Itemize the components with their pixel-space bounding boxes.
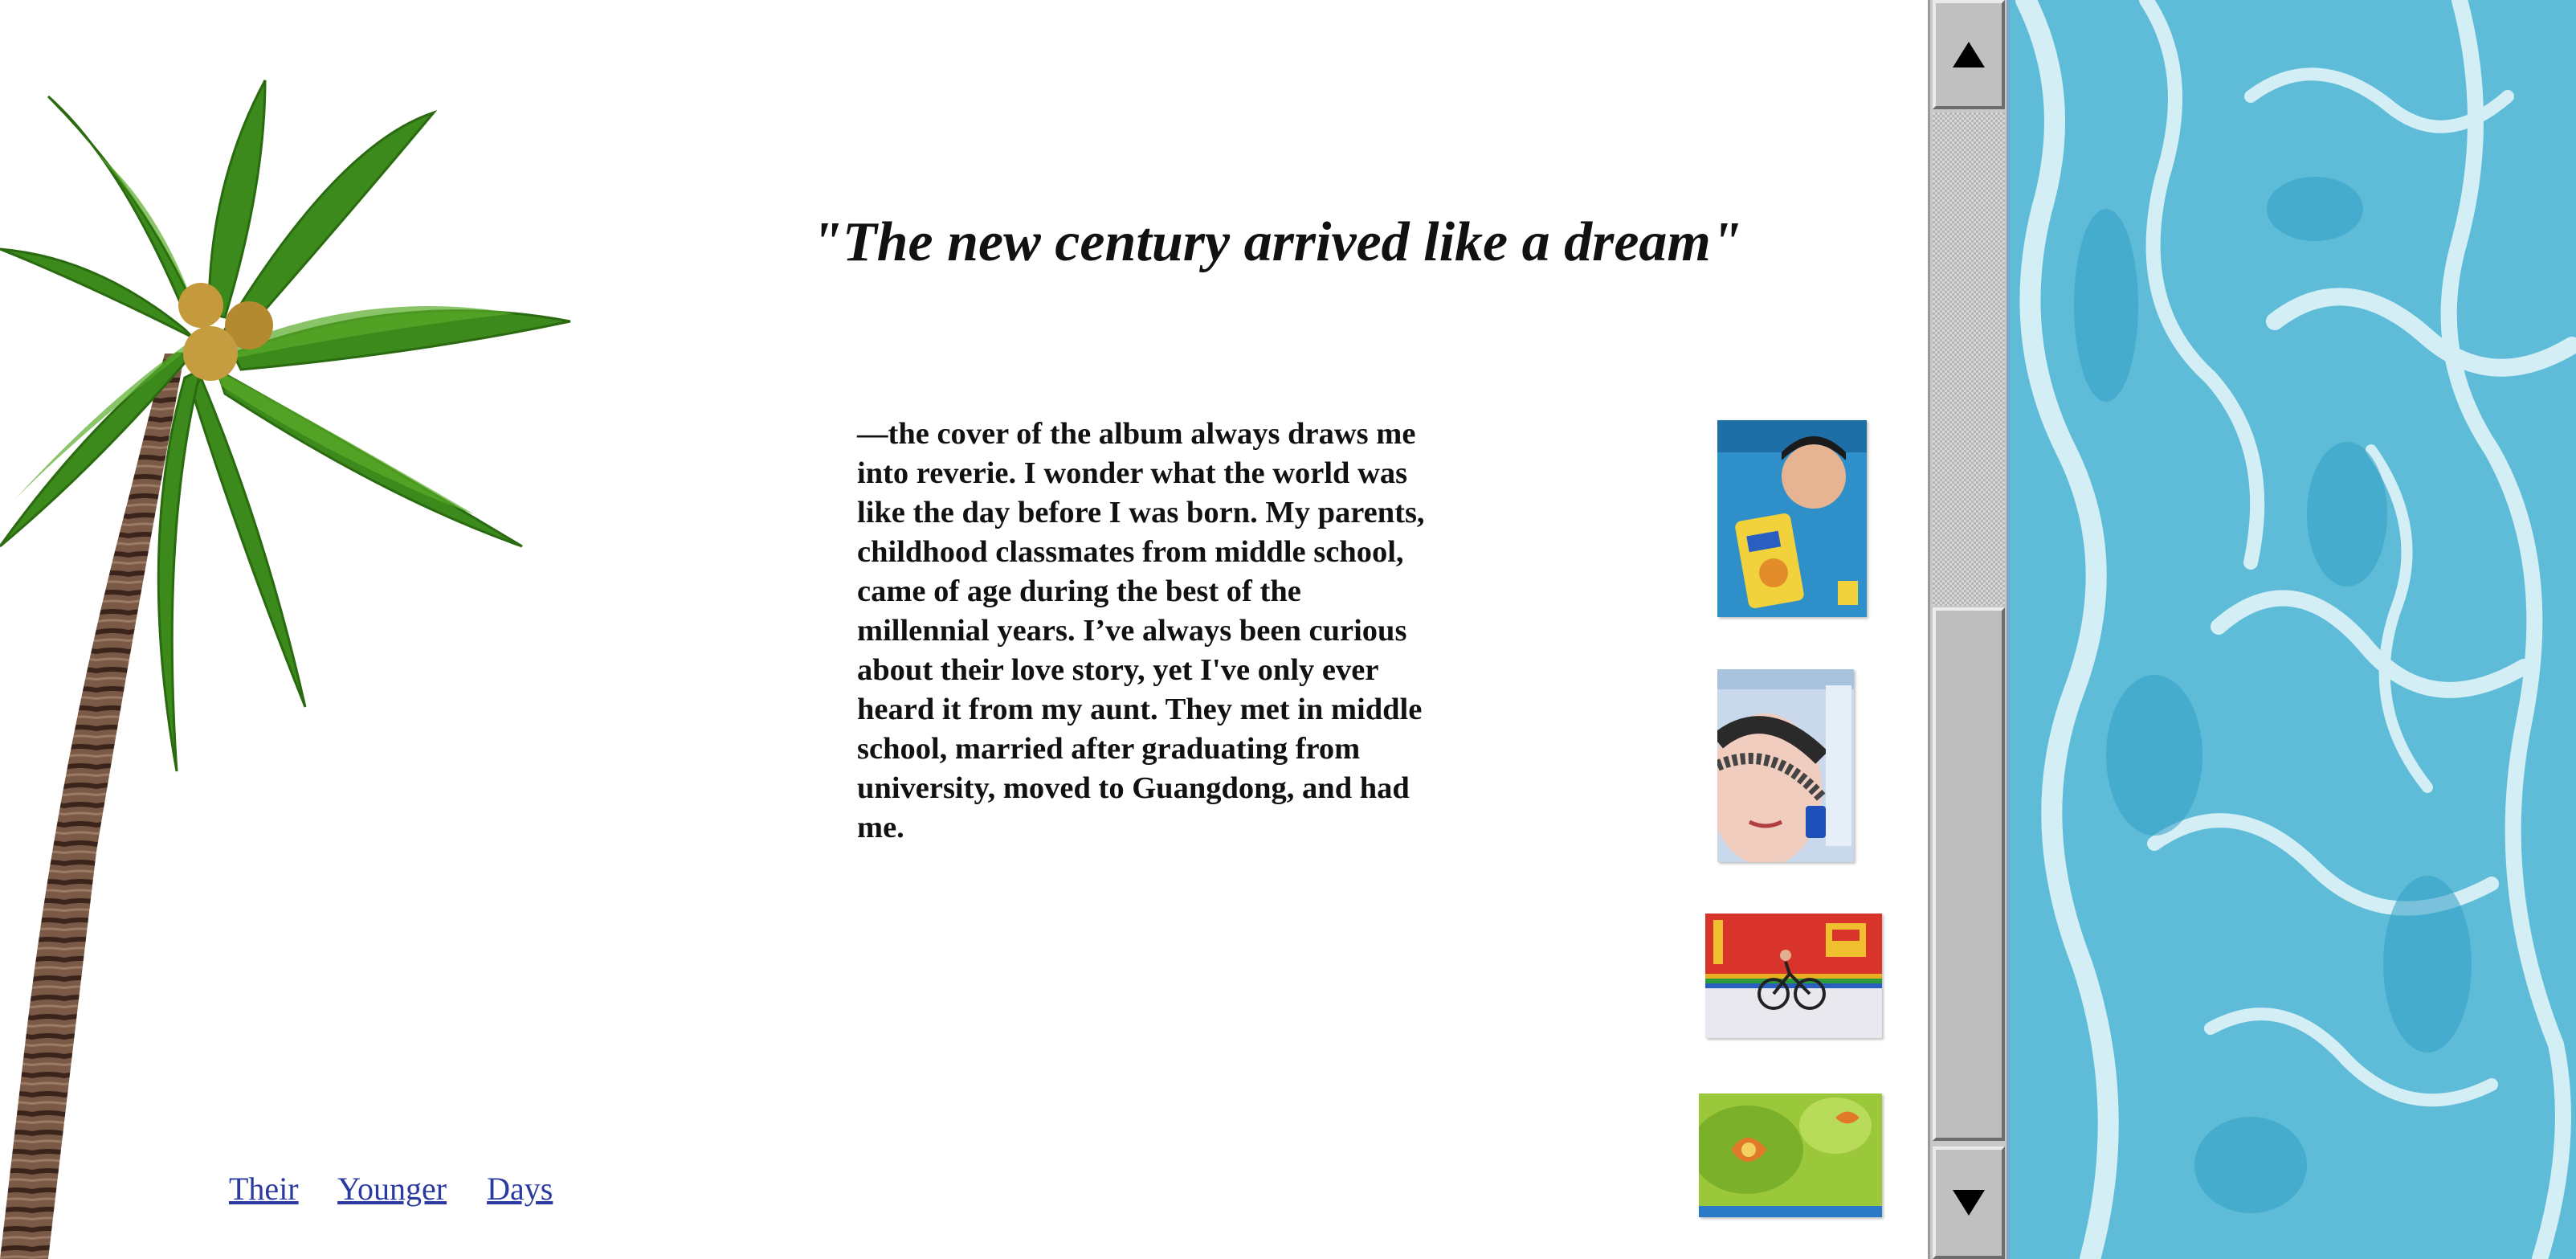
nav-link-younger[interactable]: Younger [337, 1171, 447, 1207]
nav-link-days[interactable]: Days [487, 1171, 553, 1207]
nav-link-their[interactable]: Their [229, 1171, 299, 1207]
footer-nav [229, 1170, 585, 1208]
album-cover-1[interactable] [1717, 420, 1867, 617]
album-cover-2[interactable] [1717, 669, 1854, 862]
vertical-scrollbar[interactable] [1928, 0, 2007, 1259]
scroll-up-button[interactable] [1933, 0, 2005, 109]
scroll-down-button[interactable] [1933, 1147, 2005, 1259]
palm-tree-illustration [0, 48, 578, 1259]
triangle-down-icon [1951, 1188, 1986, 1217]
triangle-up-icon [1951, 40, 1986, 69]
body-paragraph: —the cover of the album always draws me into reverie. I wonder what the world was like the day before I was born. My parents, childhood classmates from middle school, came of age during the best of the millennial years. I’ve always been curious about their love story, yet I've only ever heard it from my aunt. They met in middle school, married after graduating from university, moved to Guangdong, and had me. [857, 417, 1425, 844]
album-cover-4[interactable] [1699, 1093, 1882, 1217]
album-cover-3[interactable] [1705, 914, 1882, 1038]
scroll-track[interactable] [1933, 112, 2005, 606]
scroll-thumb[interactable] [1933, 607, 2005, 1141]
water-background-panel [2007, 0, 2576, 1259]
page-title: "The new century arrived like a dream" [811, 211, 1742, 273]
